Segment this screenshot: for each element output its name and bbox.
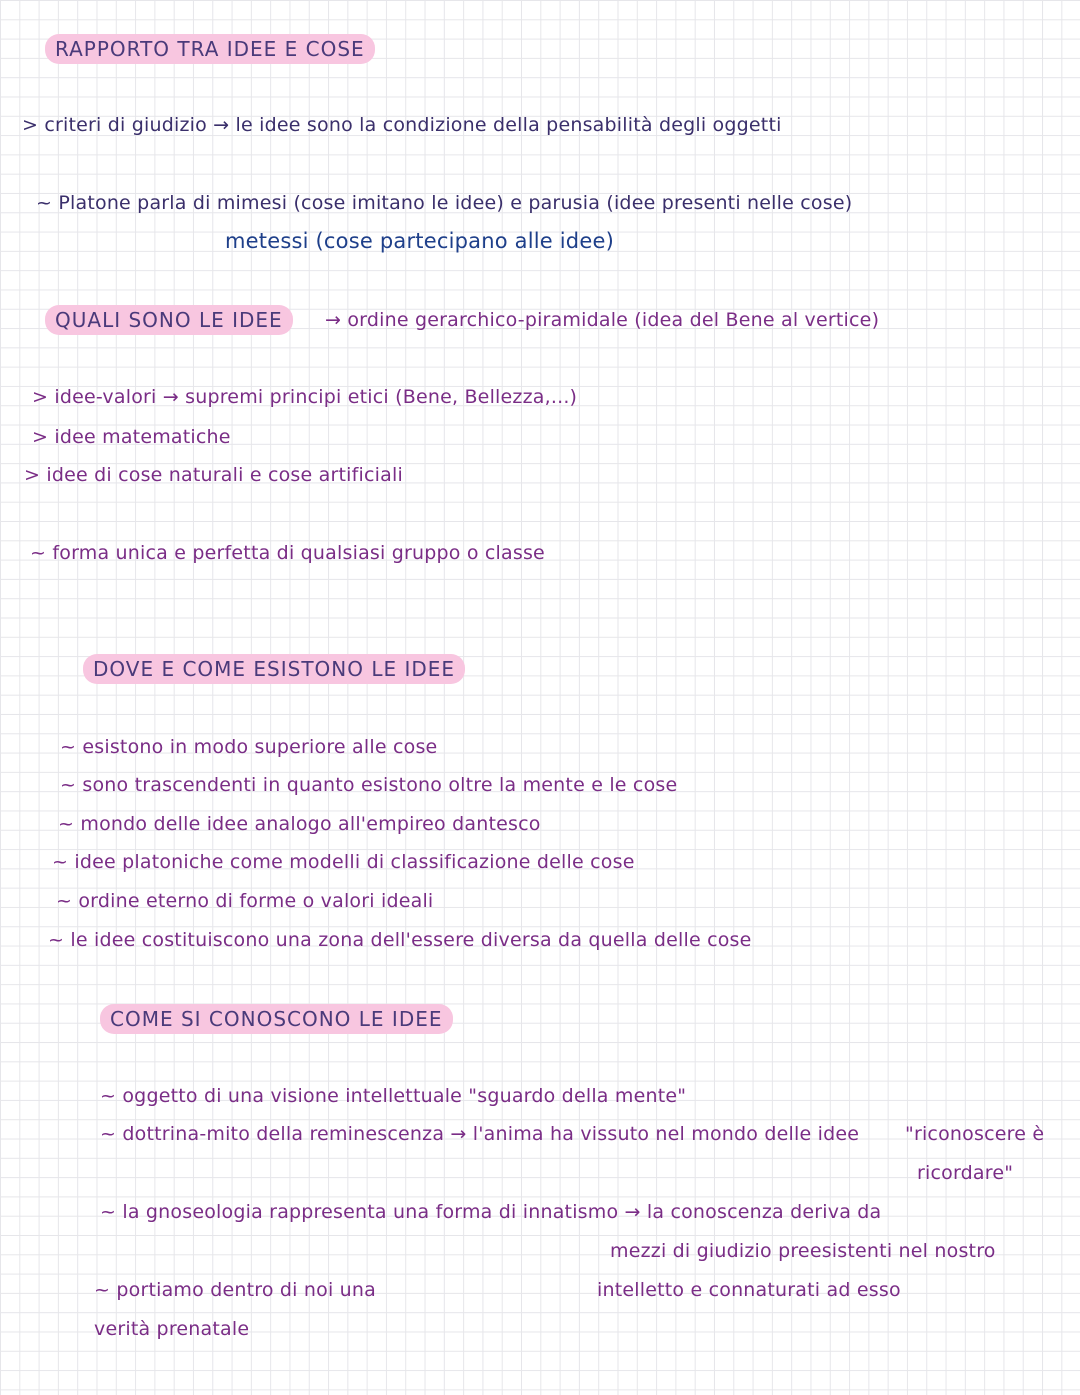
- list-item-trascendenti: ~ sono trascendenti in quanto esistono oltre la mente e le cose: [60, 774, 678, 796]
- text-quote-riconoscere: "riconoscere è: [905, 1123, 1045, 1145]
- heading-come: COME SI CONOSCONO LE IDEE: [100, 1004, 453, 1034]
- list-item-idee-valori: > idee-valori → supremi principi etici (Bene, Bellezza,...): [32, 386, 578, 408]
- list-item-esistono: ~ esistono in modo superiore alle cose: [60, 736, 438, 758]
- text-ordine: → ordine gerarchico-piramidale (idea del Bene al vertice): [325, 309, 880, 331]
- text-platone: ~ Platone parla di mimesi (cose imitano le idee) e parusia (idee presenti nelle cose): [36, 192, 853, 214]
- list-item-idee-matematiche: > idee matematiche: [32, 426, 231, 448]
- text-quote-ricordare: ricordare": [917, 1162, 1014, 1184]
- list-item-mondo: ~ mondo delle idee analogo all'empireo dantesco: [58, 813, 541, 835]
- list-item-platoniche: ~ idee platoniche come modelli di classificazione delle cose: [52, 851, 635, 873]
- heading-rapporto: RAPPORTO TRA IDEE E COSE: [45, 34, 375, 64]
- text-metessi: metessi (cose partecipano alle idee): [225, 229, 614, 253]
- list-item-idee-cose: > idee di cose naturali e cose artificiali: [24, 464, 403, 486]
- text-portiamo: ~ portiamo dentro di noi una: [94, 1279, 376, 1301]
- text-mezzi: mezzi di giudizio preesistenti nel nostro: [610, 1240, 996, 1262]
- text-dottrina: ~ dottrina-mito della reminescenza → l'anima ha vissuto nel mondo delle idee: [100, 1123, 860, 1145]
- text-forma: ~ forma unica e perfetta di qualsiasi gruppo o classe: [30, 542, 545, 564]
- text-criteri: > criteri di giudizio → le idee sono la condizione della pensabilità degli oggetti: [22, 114, 782, 136]
- list-item-zona: ~ le idee costituiscono una zona dell'essere diversa da quella delle cose: [48, 929, 752, 951]
- text-verita: verità prenatale: [94, 1318, 250, 1340]
- list-item-ordine: ~ ordine eterno di forme o valori ideali: [56, 890, 434, 912]
- heading-dove: DOVE E COME ESISTONO LE IDEE: [83, 654, 465, 684]
- text-intelletto: intelletto e connaturati ad esso: [597, 1279, 901, 1301]
- text-oggetto: ~ oggetto di una visione intellettuale "sguardo della mente": [100, 1085, 687, 1107]
- heading-quali: QUALI SONO LE IDEE: [45, 305, 293, 335]
- text-gnoseologia: ~ la gnoseologia rappresenta una forma di innatismo → la conoscenza deriva da: [100, 1201, 882, 1223]
